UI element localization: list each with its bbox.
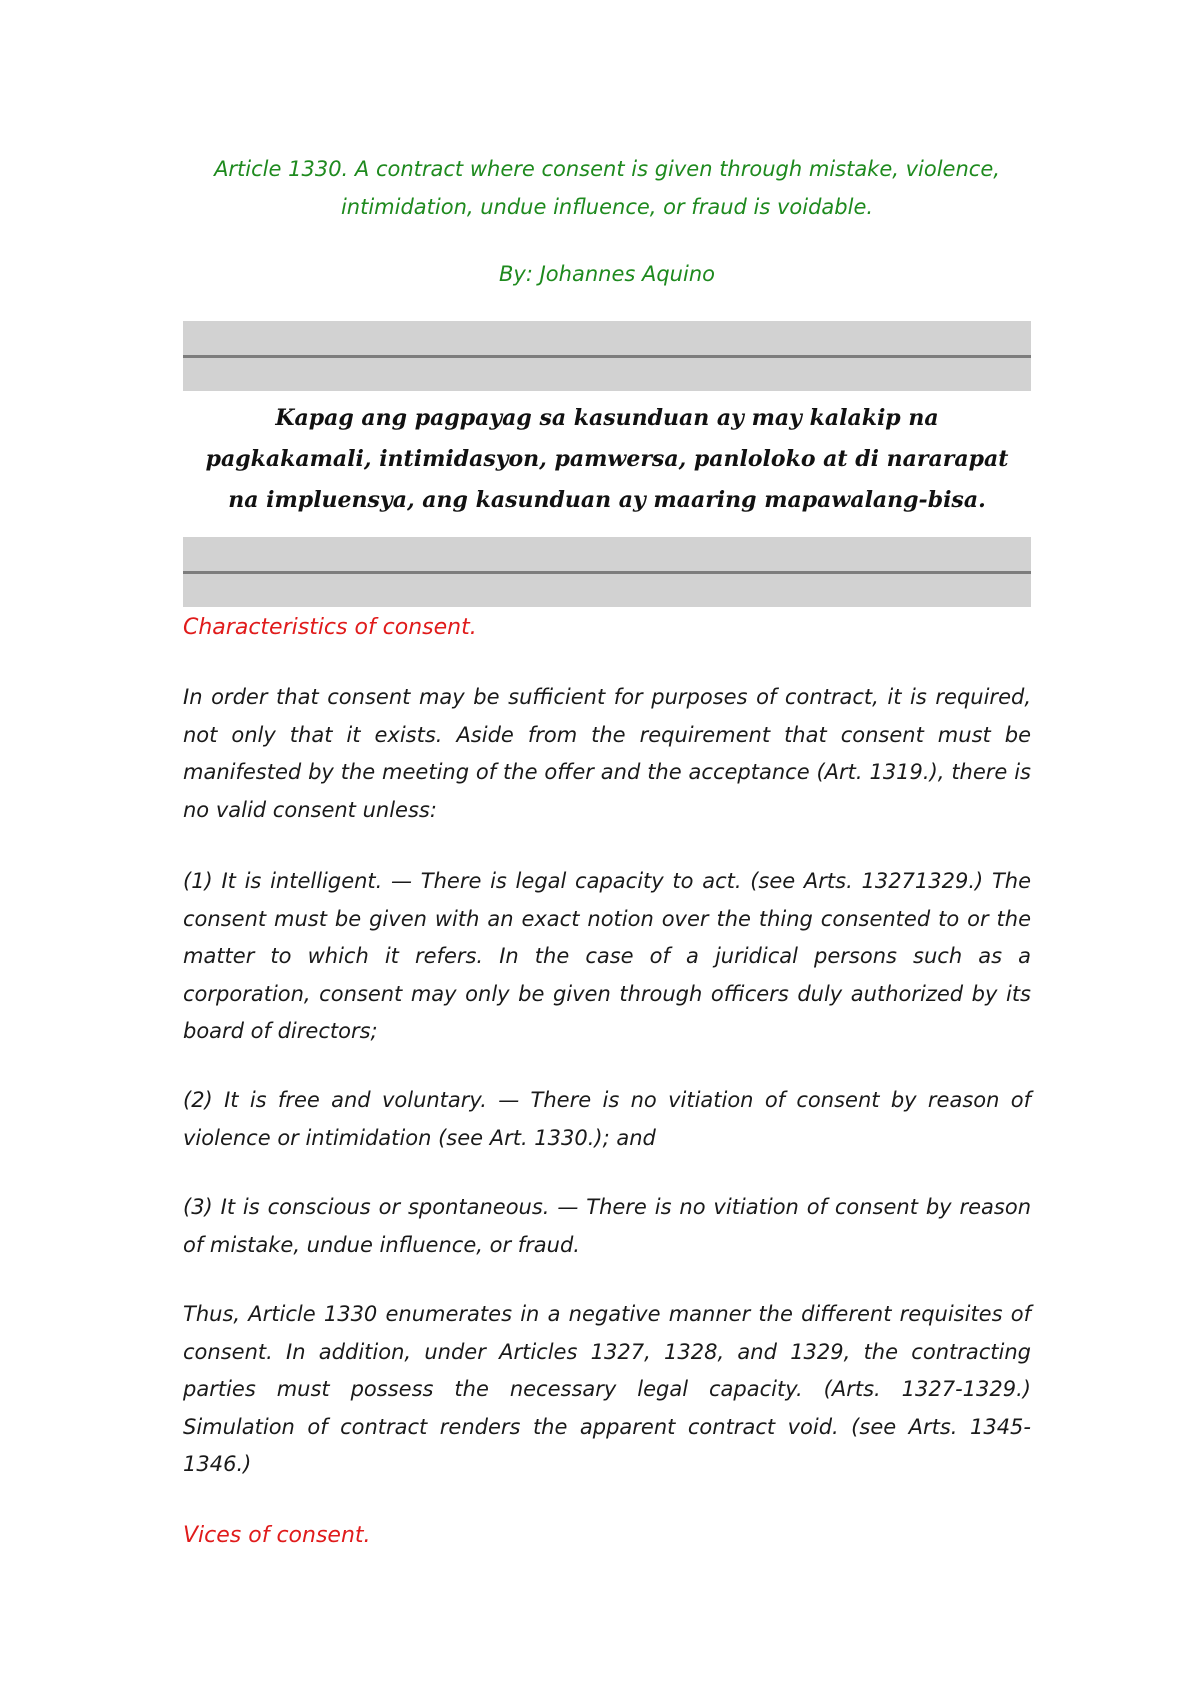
body-paragraph: Thus, Article 1330 enumerates in a negative manner the different requisites of consent. In addition, under Articles 1327, 1328, and 1329, the contracting parties must possess the necessary legal capacity. (Arts. 1327-1329.) Simulation of contract renders the apparent contract void. (see Arts. 1345-1346.) (183, 1302, 1031, 1476)
body-paragraph: (3) It is conscious or spontaneous. — There is no vitiation of consent by reason of mistake, undue influence, or fraud. (183, 1195, 1031, 1257)
separator-rule (183, 571, 1031, 574)
body-paragraph: (2) It is free and voluntary. — There is no vitiation of consent by reason of violence or intimidation (see Art. 1330.); and (183, 1088, 1031, 1150)
article-title: Article 1330. A contract where consent is given through mistake, violence, intimidation, undue influence, or fraud is voidable. (214, 157, 1000, 219)
separator-rule (183, 355, 1031, 358)
body-paragraph: In order that consent may be sufficient for purposes of contract, it is required, not only that it exists. Aside from the requirement that consent must be manifested by the meeting of the offer and the acceptance (Art. 1319.), there is no valid consent unless: (183, 685, 1031, 822)
section-heading-vices: Vices of consent. (183, 1523, 371, 1548)
author-byline: By: Johannes Aquino (499, 262, 715, 286)
separator-bar-bottom (183, 537, 1031, 607)
separator-bar-top (183, 321, 1031, 391)
body-paragraph: (1) It is intelligent. — There is legal capacity to act. (see Arts. 13271329.) The consent must be given with an exact notion over the thing consented to or the matter to which it refers. In the case of a juridical persons such as a corporation, consent may only be given through officers duly authorized by its board of directors; (183, 869, 1031, 1043)
section-heading-characteristics: Characteristics of consent. (183, 615, 477, 640)
tagalog-translation: Kapag ang pagpayag sa kasunduan ay may kalakip na pagkakamali, intimidasyon, pamwersa, panloloko at di nararapat na impluensya, ang kasunduan ay maaring mapawalang-bisa. (205, 405, 1009, 513)
